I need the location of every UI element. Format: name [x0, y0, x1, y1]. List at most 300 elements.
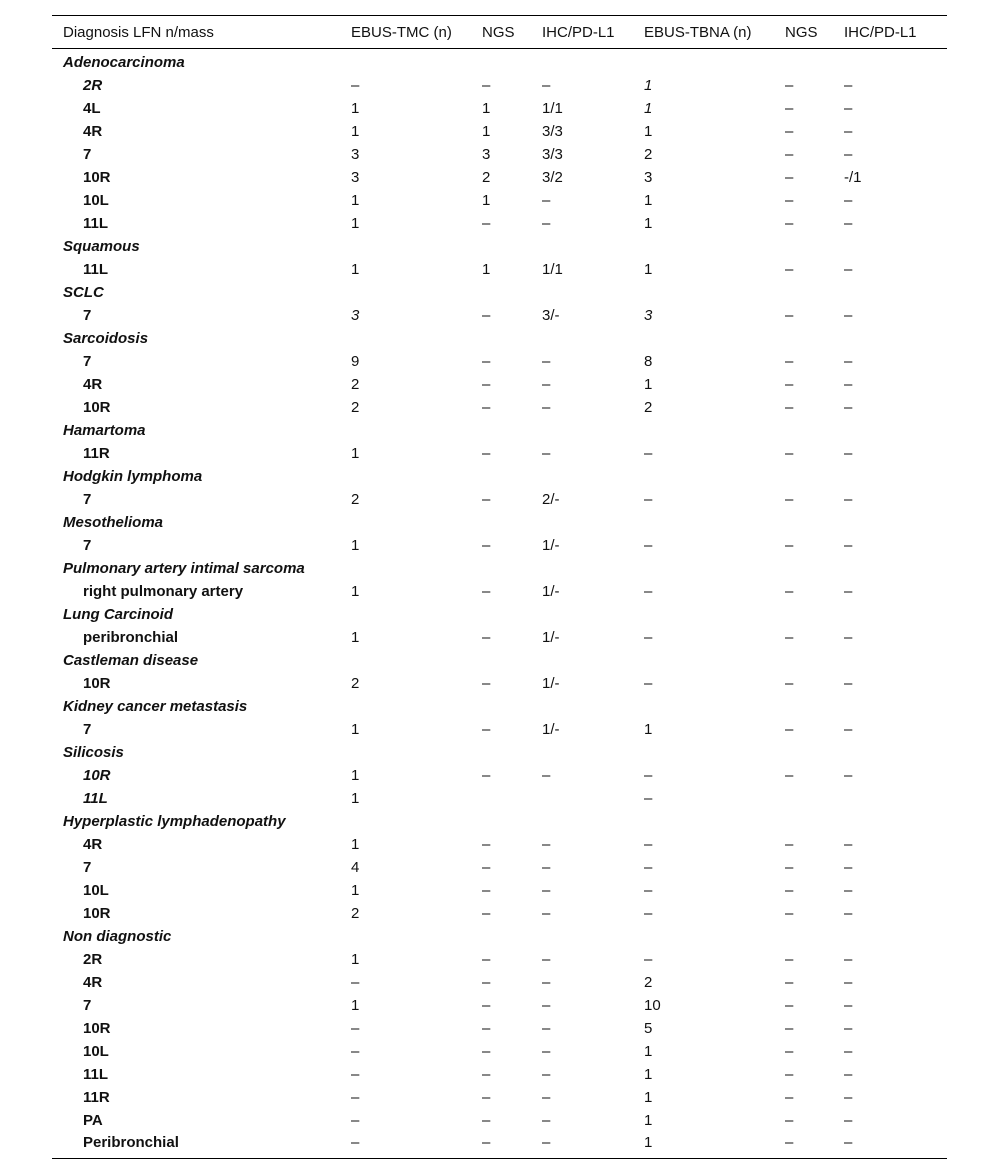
table-cell: – — [844, 1134, 853, 1152]
table-row — [52, 350, 947, 373]
category-label: Non diagnostic — [63, 927, 172, 945]
table-cell: 2 — [351, 375, 360, 393]
table-row — [52, 718, 947, 741]
table-row — [52, 166, 947, 189]
table-cell: – — [482, 536, 491, 554]
header-ihc-tmc: IHC/PD-L1 — [542, 16, 644, 49]
table-row — [52, 672, 947, 695]
table-cell: 2 — [644, 398, 653, 416]
site-label: 7 — [83, 996, 92, 1014]
table-cell — [844, 787, 947, 810]
table-cell: – — [844, 881, 853, 899]
table-cell: 2 — [482, 168, 491, 186]
table-cell: – — [644, 835, 653, 853]
table-cell: – — [351, 1088, 360, 1106]
table-cell: – — [482, 490, 491, 508]
table-cell: – — [785, 582, 794, 600]
table-cell: 1 — [351, 996, 360, 1014]
category-row — [52, 741, 947, 764]
table-cell: – — [785, 1134, 794, 1152]
table-cell: 4 — [351, 858, 360, 876]
category-spacer — [351, 49, 947, 74]
table-cell: – — [844, 99, 853, 117]
table-row — [52, 1017, 947, 1040]
table-cell: – — [844, 1042, 853, 1060]
table-row — [52, 902, 947, 925]
category-label: Kidney cancer metastasis — [63, 697, 248, 715]
site-label: 10R — [83, 168, 111, 186]
table-cell: 1 — [644, 122, 653, 140]
site-label: 4R — [83, 973, 103, 991]
table-row — [52, 856, 947, 879]
table-row — [52, 258, 947, 281]
header-ebus-tmc: EBUS-TMC (n) — [351, 16, 482, 49]
table-cell: – — [482, 582, 491, 600]
table-cell: – — [844, 1019, 853, 1037]
table-cell: 1 — [351, 444, 360, 462]
table-cell: – — [844, 76, 853, 94]
table-row — [52, 189, 947, 212]
table-row — [52, 1109, 947, 1132]
table-row — [52, 1063, 947, 1086]
category-label: Castleman disease — [63, 651, 199, 669]
table-cell: – — [785, 375, 794, 393]
table-cell: – — [542, 835, 551, 853]
table-cell: – — [482, 1134, 491, 1152]
table-cell: 1/- — [542, 628, 560, 646]
table-cell: 1 — [644, 1088, 653, 1106]
table-cell: – — [644, 536, 653, 554]
category-label: Mesothelioma — [63, 513, 164, 531]
table-cell: 2 — [351, 398, 360, 416]
table-row — [52, 442, 947, 465]
table-cell: 1 — [644, 1042, 653, 1060]
category-spacer — [351, 741, 947, 764]
table-cell: – — [844, 996, 853, 1014]
table-cell: – — [785, 766, 794, 784]
table-cell: – — [785, 1088, 794, 1106]
table-row — [52, 120, 947, 143]
site-label: PA — [83, 1111, 103, 1129]
category-label: Silicosis — [63, 743, 124, 761]
table-cell: 1 — [482, 122, 491, 140]
table-cell: – — [785, 881, 794, 899]
header-ngs-tbna: NGS — [785, 16, 844, 49]
table-cell: – — [785, 145, 794, 163]
table-row — [52, 1132, 947, 1159]
table-cell — [482, 787, 542, 810]
table-cell: – — [542, 973, 551, 991]
site-label: Peribronchial — [83, 1134, 179, 1152]
table-cell: – — [482, 444, 491, 462]
table-cell: – — [844, 145, 853, 163]
category-label: Adenocarcinoma — [63, 53, 185, 71]
table-cell: – — [351, 1042, 360, 1060]
category-spacer — [351, 810, 947, 833]
table-cell: 1 — [351, 766, 360, 784]
table-cell — [542, 787, 644, 810]
table-body — [52, 49, 947, 1159]
table-cell: – — [785, 1042, 794, 1060]
table-row — [52, 212, 947, 235]
table-cell: – — [482, 904, 491, 922]
header-ebus-tbna: EBUS-TBNA (n) — [644, 16, 785, 49]
table-row — [52, 488, 947, 511]
table-cell: – — [644, 858, 653, 876]
category-label: Sarcoidosis — [63, 329, 149, 347]
table-cell: 2 — [644, 145, 653, 163]
table-cell: – — [482, 881, 491, 899]
table-cell: – — [785, 490, 794, 508]
header-ihc-tbna: IHC/PD-L1 — [844, 16, 947, 49]
category-spacer — [351, 419, 947, 442]
category-label: SCLC — [63, 283, 104, 301]
table-cell: – — [644, 881, 653, 899]
category-row — [52, 419, 947, 442]
category-row — [52, 49, 947, 74]
category-spacer — [351, 465, 947, 488]
table-row — [52, 97, 947, 120]
table-cell: 1 — [644, 260, 653, 278]
table-cell: – — [482, 858, 491, 876]
table-cell: 1 — [644, 76, 653, 94]
table-cell: – — [482, 398, 491, 416]
table-cell: – — [844, 1088, 853, 1106]
table-cell: – — [785, 1111, 794, 1129]
table-cell: 3 — [644, 306, 653, 324]
table-cell: 1 — [351, 835, 360, 853]
site-label: 7 — [83, 145, 92, 163]
table-cell: – — [351, 1019, 360, 1037]
table-cell: – — [542, 904, 551, 922]
table-cell: – — [542, 375, 551, 393]
table-cell: – — [785, 444, 794, 462]
table-cell: – — [542, 1088, 551, 1106]
table-row — [52, 879, 947, 902]
table-cell: – — [644, 582, 653, 600]
site-label: 11R — [83, 444, 110, 462]
table-row — [52, 396, 947, 419]
category-row — [52, 511, 947, 534]
table-cell: – — [644, 490, 653, 508]
table-cell: – — [785, 398, 794, 416]
table-cell: – — [542, 352, 551, 370]
table-cell: 9 — [351, 352, 360, 370]
site-label: 7 — [83, 858, 92, 876]
table-cell: – — [482, 214, 491, 232]
diagnosis-table — [52, 15, 947, 1159]
table-cell: – — [542, 996, 551, 1014]
table-cell: 1 — [351, 720, 360, 738]
table-row — [52, 373, 947, 396]
table-cell: – — [542, 398, 551, 416]
table-cell: 2 — [351, 674, 360, 692]
table-cell: – — [542, 1065, 551, 1083]
table-cell: – — [844, 490, 853, 508]
table-cell: – — [844, 122, 853, 140]
table-cell: 1/1 — [542, 99, 563, 117]
table-row — [52, 994, 947, 1017]
table-cell: – — [785, 168, 794, 186]
table-cell: – — [644, 628, 653, 646]
table-cell: – — [644, 766, 653, 784]
table-cell: 10 — [644, 996, 661, 1014]
category-row — [52, 235, 947, 258]
table-cell: – — [482, 1042, 491, 1060]
table-cell: – — [844, 214, 853, 232]
category-spacer — [351, 235, 947, 258]
table-row — [52, 74, 947, 97]
table-cell: – — [785, 973, 794, 991]
category-row — [52, 810, 947, 833]
category-spacer — [351, 649, 947, 672]
table-cell: 1 — [351, 628, 360, 646]
table-cell: – — [482, 674, 491, 692]
table-cell: – — [844, 1111, 853, 1129]
table-cell: 3/- — [542, 306, 560, 324]
table-cell: 1 — [644, 99, 653, 117]
table-cell: – — [844, 260, 853, 278]
table-cell: 5 — [644, 1019, 653, 1037]
table-cell: 1 — [351, 881, 360, 899]
table-cell: 1 — [482, 191, 491, 209]
category-row — [52, 281, 947, 304]
category-row — [52, 925, 947, 948]
category-label: Pulmonary artery intimal sarcoma — [63, 559, 305, 577]
table-cell: – — [785, 99, 794, 117]
table-cell: – — [844, 306, 853, 324]
table-cell: 1 — [644, 1134, 653, 1152]
table-cell: – — [844, 904, 853, 922]
table-cell: – — [844, 398, 853, 416]
table-cell: – — [785, 214, 794, 232]
site-label: 2R — [83, 76, 103, 94]
table-cell: – — [351, 1065, 360, 1083]
table-cell: 1 — [351, 122, 360, 140]
table-cell: – — [844, 766, 853, 784]
table-cell: – — [542, 1042, 551, 1060]
table-cell: – — [844, 858, 853, 876]
table-cell: – — [482, 1111, 491, 1129]
table-cell: 1/- — [542, 536, 560, 554]
table-cell: 2 — [351, 490, 360, 508]
table-cell — [785, 787, 844, 810]
table-cell: – — [844, 375, 853, 393]
table-cell: – — [351, 1134, 360, 1152]
table-row — [52, 1086, 947, 1109]
table-cell: – — [844, 444, 853, 462]
category-row — [52, 603, 947, 626]
table-cell: 1 — [351, 582, 360, 600]
table-cell: – — [785, 674, 794, 692]
table-cell: 1 — [351, 789, 360, 807]
table-cell: – — [542, 1134, 551, 1152]
table-cell: 1 — [482, 260, 491, 278]
table-cell: – — [482, 352, 491, 370]
table-cell: -/1 — [844, 168, 862, 186]
table-cell: 3 — [351, 145, 360, 163]
table-cell: – — [785, 260, 794, 278]
table-cell: – — [785, 996, 794, 1014]
header-ngs-tmc: NGS — [482, 16, 542, 49]
category-label: Hyperplastic lymphadenopathy — [63, 812, 286, 830]
table-cell: – — [482, 375, 491, 393]
table-cell: 3/3 — [542, 145, 563, 163]
site-label: 7 — [83, 352, 92, 370]
table-cell: – — [844, 628, 853, 646]
category-spacer — [351, 695, 947, 718]
table-cell: – — [644, 950, 653, 968]
table-cell: 1/- — [542, 720, 560, 738]
table-cell: – — [785, 904, 794, 922]
site-label: 10L — [83, 881, 109, 899]
site-label: 7 — [83, 536, 92, 554]
site-label: 10R — [83, 674, 111, 692]
table-row — [52, 143, 947, 166]
table-cell: 1 — [351, 536, 360, 554]
table-row — [52, 304, 947, 327]
table-row — [52, 787, 947, 810]
table-cell: – — [844, 191, 853, 209]
table-row — [52, 580, 947, 603]
table-cell: 3 — [644, 168, 653, 186]
table-cell: – — [785, 950, 794, 968]
table-cell: – — [785, 720, 794, 738]
table-row — [52, 1040, 947, 1063]
category-row — [52, 695, 947, 718]
site-label: 11R — [83, 1088, 110, 1106]
site-label: right pulmonary artery — [83, 582, 244, 600]
category-row — [52, 465, 947, 488]
table-cell: 1/- — [542, 674, 560, 692]
site-label: 11L — [83, 1065, 109, 1083]
site-label: 7 — [83, 720, 92, 738]
table-cell: 1 — [644, 375, 653, 393]
table-cell: 1 — [351, 950, 360, 968]
site-label: 10R — [83, 766, 111, 784]
category-spacer — [351, 281, 947, 304]
table-row — [52, 948, 947, 971]
category-row — [52, 557, 947, 580]
table-cell: – — [482, 1019, 491, 1037]
category-spacer — [351, 557, 947, 580]
site-label: 10R — [83, 1019, 111, 1037]
table-cell: – — [482, 973, 491, 991]
site-label: 4L — [83, 99, 101, 117]
table-cell: – — [542, 444, 551, 462]
table-cell: – — [644, 789, 653, 807]
category-label: Hodgkin lymphoma — [63, 467, 203, 485]
table-cell: – — [785, 191, 794, 209]
table-cell: – — [542, 191, 551, 209]
table-cell: – — [351, 973, 360, 991]
table-cell: – — [542, 766, 551, 784]
table-row — [52, 971, 947, 994]
table-cell: – — [844, 582, 853, 600]
table-cell: 8 — [644, 352, 653, 370]
table-cell: 1 — [644, 191, 653, 209]
site-label: 10R — [83, 904, 111, 922]
header-diagnosis: Diagnosis LFN n/mass — [52, 16, 351, 49]
table-cell: – — [482, 766, 491, 784]
table-cell: 3/2 — [542, 168, 563, 186]
table-cell: – — [785, 835, 794, 853]
table-cell: – — [482, 720, 491, 738]
site-label: 11L — [83, 214, 109, 232]
table-row — [52, 833, 947, 856]
table-cell: – — [844, 674, 853, 692]
site-label: 7 — [83, 490, 92, 508]
site-label: 11L — [83, 260, 109, 278]
table-cell: 1/- — [542, 582, 560, 600]
table-cell: – — [785, 628, 794, 646]
table-cell: – — [644, 444, 653, 462]
site-label: 4R — [83, 122, 103, 140]
table-cell: 2/- — [542, 490, 560, 508]
category-row — [52, 327, 947, 350]
table-cell: 1 — [351, 191, 360, 209]
site-label: 4R — [83, 835, 103, 853]
table-cell: – — [785, 76, 794, 94]
table-cell: – — [785, 306, 794, 324]
table-cell: – — [351, 1111, 360, 1129]
table-row — [52, 764, 947, 787]
category-label: Hamartoma — [63, 421, 146, 439]
table-cell: 1 — [482, 99, 491, 117]
table-cell: – — [542, 858, 551, 876]
table-cell: – — [844, 720, 853, 738]
category-row — [52, 649, 947, 672]
table-cell: 1 — [351, 260, 360, 278]
table-cell: – — [785, 122, 794, 140]
table-cell: 2 — [351, 904, 360, 922]
table-cell: – — [482, 950, 491, 968]
site-label: 7 — [83, 306, 92, 324]
category-label: Lung Carcinoid — [63, 605, 173, 623]
table-cell: – — [844, 835, 853, 853]
header-row — [52, 16, 947, 49]
table-cell: 3/3 — [542, 122, 563, 140]
site-label: 10L — [83, 191, 109, 209]
table-cell: – — [482, 76, 491, 94]
table-cell: – — [542, 76, 551, 94]
table-cell: – — [482, 1065, 491, 1083]
table-cell: 3 — [351, 168, 360, 186]
table-cell: – — [482, 628, 491, 646]
table-cell: – — [644, 904, 653, 922]
table-cell: 3 — [351, 306, 360, 324]
table-cell: – — [482, 996, 491, 1014]
table-cell: 1 — [644, 1111, 653, 1129]
table-cell: 1 — [644, 720, 653, 738]
table-cell: – — [785, 1065, 794, 1083]
site-label: 10L — [83, 1042, 109, 1060]
table-cell: 1 — [351, 99, 360, 117]
table-cell: – — [351, 76, 360, 94]
category-spacer — [351, 603, 947, 626]
table-cell: – — [785, 1019, 794, 1037]
category-spacer — [351, 925, 947, 948]
table-cell: – — [844, 536, 853, 554]
table-cell: – — [542, 950, 551, 968]
table-cell: 3 — [482, 145, 491, 163]
table-cell: – — [542, 1019, 551, 1037]
table-cell: – — [785, 858, 794, 876]
table-cell: – — [844, 352, 853, 370]
table-container — [52, 15, 947, 1159]
site-label: 11L — [83, 789, 108, 807]
table-cell: 1 — [644, 1065, 653, 1083]
